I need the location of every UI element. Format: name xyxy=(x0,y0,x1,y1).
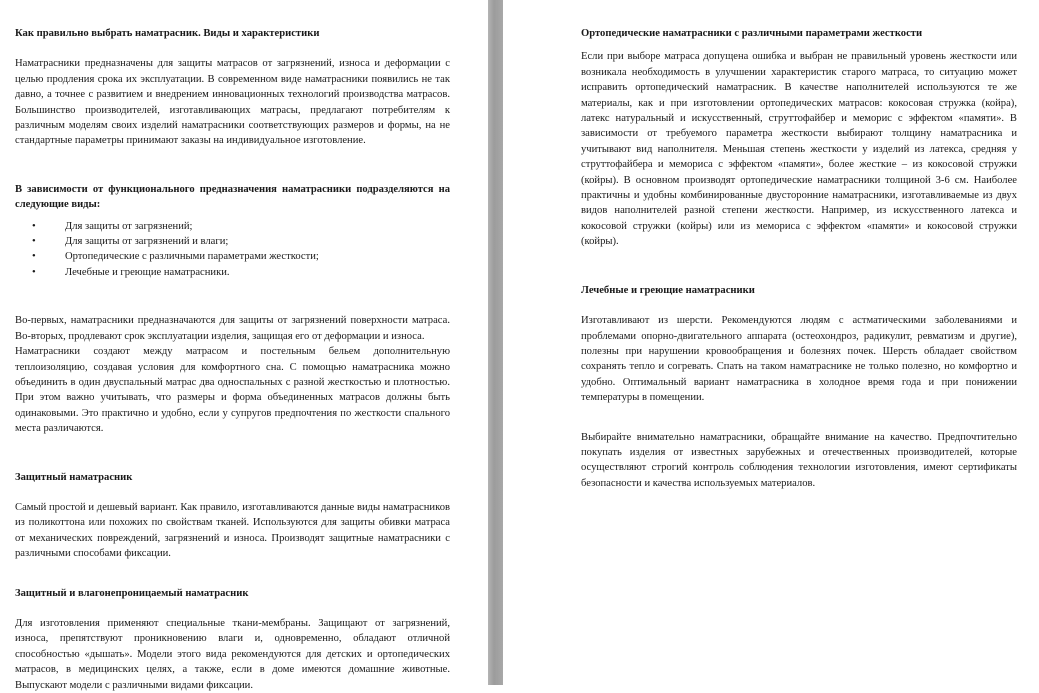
waterproof-heading: Защитный и влагонепроницаемый наматрасник xyxy=(15,587,249,599)
document-page-right xyxy=(503,0,1039,685)
types-heading: В зависимости от функционального предназначения наматрасники подразделяются на следующие виды: xyxy=(15,183,450,211)
bullet-icon: • xyxy=(32,220,36,232)
protective-paragraph: Самый простой и дешевый вариант. Как правило, изготавливаются данные виды наматрасников из поликоттона или похожих по свойствам тканей. Используются для защиты обивки матраса от механических повреждений, загрязнений и износа. Производят защитные наматрасники с различными способами фиксации. xyxy=(15,501,450,560)
waterproof-paragraph: Для изготовления применяют специальные ткани-мембраны. Защищают от загрязнений, износа, препятствуют проникновению влаги и, одновременно, обладают отличной способностью «дышать». Модели этого вида рекомендуются для детских и ортопедических матрасов, в медицинских целях, а также, если в доме имеются домашние животные. Выпускают модели с различными видами фиксации. xyxy=(15,617,450,691)
healing-paragraph: Изготавливают из шерсти. Рекомендуются людям с астматическими заболеваниями и проблемами опорно-двигательного аппарата (остеохондроз, радикулит, ревматизм и другие), полезны при нарушении кровообращения и болезнях почек. Шерсть обладает свойством сохранять тепло и согревать. Спать на таком наматраснике не только полезно, но комфортно и удобно. Оптимальный вариант наматрасника в холодное время года и при понижении температуры в помещении. xyxy=(581,315,1017,404)
bullet-icon: • xyxy=(32,236,36,248)
page-gutter xyxy=(488,0,503,685)
healing-heading: Лечебные и греющие наматрасники xyxy=(581,284,755,296)
protective-heading: Защитный наматрасник xyxy=(15,471,133,483)
advice-paragraph: Выбирайте внимательно наматрасники, обращайте внимание на качество. Предпочтительно покупать изделия от известных зарубежных и отечественных производителей, которые осуществляют строгий контроль соблюдения технологии изготовления, имеют сертификаты безопасности и качества используемых материалов. xyxy=(581,431,1017,489)
purpose-paragraph-1: Во-первых, наматрасники предназначаются для защиты от загрязнений поверхности матраса. Во-вторых, продлевают срок эксплуатации изделия, защищая его от деформации и износа. xyxy=(15,315,450,342)
orthopedic-heading: Ортопедические наматрасники с различными параметрами жесткости xyxy=(581,28,923,39)
list-item: • Для защиты от загрязнений и влаги; xyxy=(15,234,450,249)
types-list xyxy=(15,219,450,281)
list-item: • Лечебные и греющие наматрасники. xyxy=(15,265,450,280)
purpose-paragraph-2: Наматрасники создают между матрасом и постельным бельем дополнительную теплоизоляцию, создавая условия для комфортного сна. С помощью наматрасника можно объединить в один двуспальный матрас два односпальных с разной жесткостью и плотностью. При этом важно учитывать, что размеры и форма объединенных матрасов должны быть одинаковыми. Это практично и удобно, если у супругов предпочтения по жесткости спального места различаются. xyxy=(15,346,450,435)
list-item: • Ортопедические с различными параметрами жесткости; xyxy=(15,249,450,264)
intro-paragraph: Наматрасники предназначены для защиты матрасов от загрязнений, износа и деформации с целью продления срока их эксплуатации. В современном виде наматрасники появились не так давно, а точнее с развитием и внедрением инновационных технологий производства матрасов. Большинство производителей, изготавливающих матрасы, предлагают потребителям к различным моделям своих изделий наматрасники соответствующих размеров и формы, на не стандартные параметры принимают заказы на индивидуальное изготовление. xyxy=(15,58,450,147)
list-item: • Для защиты от загрязнений; xyxy=(15,219,450,234)
bullet-icon: • xyxy=(32,251,36,263)
document-title: Как правильно выбрать наматрасник. Виды и характеристики xyxy=(15,28,320,39)
orthopedic-paragraph: Если при выборе матраса допущена ошибка и выбран не правильный уровень жесткости или возникала необходимость в улучшении характеристик старого матраса, то ситуацию может исправить ортопедический наматрасник. В качестве наполнителей используются те же материалы, как и при изготовлении ортопедических матрасов: кокосовая стружка (койра), латекс натуральный и искусственный, струттофайбер и мемориc с эффектом «памяти». В зависимости от требуемого параметра жесткости выбирают толщину наматрасника и учитывают вид наполнителя. Меньшая степень жесткости у изделий из латекса, средняя у струттофайбера и мемориса с эффектом «памяти», более жесткие – из кокосовой стружки (койры). В основном производят ортопедические наматрасники толщиной 3-6 см. Наиболее практичны и удобны комбинированные двусторонние наматрасники, изготавливаемые из двух видов наполнителей разной степени жесткости. Например, из искусственного латекса и кокосовой стружки (койры) или из мемориса с эффектом «памяти» и кокосовой стружки (койры). xyxy=(581,51,1017,248)
bullet-icon: • xyxy=(32,266,36,278)
document-page-left xyxy=(0,0,488,691)
